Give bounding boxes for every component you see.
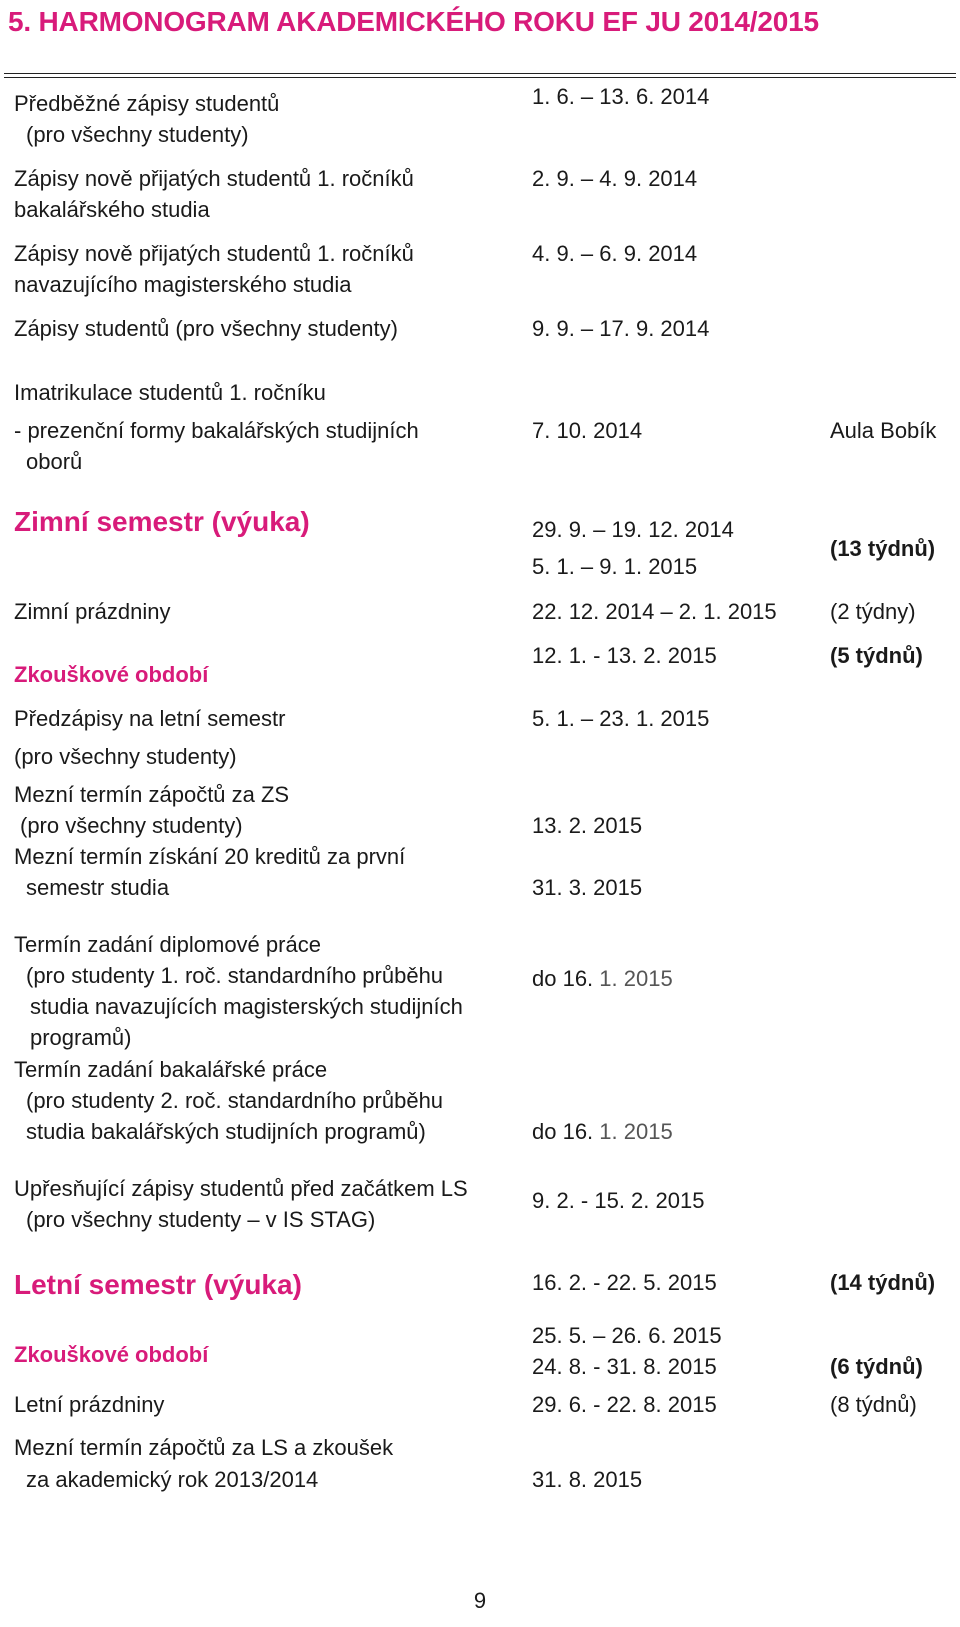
event-date: 31. 8. 2015: [532, 1467, 643, 1492]
event-label: Zimní prázdniny: [14, 599, 171, 624]
event-note: (14 týdnů): [830, 1270, 936, 1295]
event-date: 5. 1. – 23. 1. 2015: [532, 706, 710, 731]
event-label: Imatrikulace studentů 1. ročníku: [14, 380, 326, 405]
event-note: (6 týdnů): [830, 1354, 923, 1379]
event-date: 24. 8. - 31. 8. 2015: [532, 1354, 717, 1379]
exam-period-heading: Zkouškové období: [14, 1342, 209, 1367]
event-date: [532, 1116, 673, 1148]
event-date: 9. 2. - 15. 2. 2015: [532, 1188, 705, 1213]
event-date: 29. 9. – 19. 12. 2014: [532, 517, 734, 542]
event-date: 12. 1. - 13. 2. 2015: [532, 643, 717, 668]
event-label: Termín zadání bakalářské práce: [14, 1057, 328, 1082]
semester-heading: Zimní semestr (výuka): [14, 506, 310, 537]
event-label-sub: studia bakalářských studijních programů): [26, 1119, 426, 1144]
event-date: 31. 3. 2015: [532, 875, 643, 900]
event-date: 13. 2. 2015: [532, 813, 643, 838]
event-label: Zápisy studentů (pro všechny studenty): [14, 316, 398, 341]
event-date-part: 1. 2015: [599, 1119, 673, 1144]
event-date: 22. 12. 2014 – 2. 1. 2015: [532, 599, 777, 624]
event-note: (13 týdnů): [830, 536, 936, 561]
semester-heading: Letní semestr (výuka): [14, 1269, 302, 1300]
event-label: Předzápisy na letní semestr: [14, 706, 286, 731]
event-label: Letní prázdniny: [14, 1392, 165, 1417]
event-label-sub: (pro studenty 1. roč. standardního průběhu: [26, 963, 444, 988]
event-label-sub: navazujícího magisterského studia: [14, 272, 352, 297]
page-number: 9: [473, 1588, 487, 1613]
event-label-sub: studia navazujících magisterských studijních: [30, 994, 463, 1019]
event-label: Mezní termín zápočtů za ZS: [14, 782, 290, 807]
event-label-sub: (pro všechny studenty): [20, 813, 243, 838]
event-label: Zápisy nově přijatých studentů 1. ročníků: [14, 241, 414, 266]
event-date-part: 1. 2015: [599, 966, 673, 991]
event-date: 29. 6. - 22. 8. 2015: [532, 1392, 717, 1417]
event-note: (5 týdnů): [830, 643, 923, 668]
event-label: Termín zadání diplomové práce: [14, 932, 321, 957]
event-date: 1. 6. – 13. 6. 2014: [532, 84, 710, 109]
event-label-sub: bakalářského studia: [14, 197, 210, 222]
event-date-part: do 16.: [532, 1119, 594, 1144]
event-date: 7. 10. 2014: [532, 418, 643, 443]
event-date: [532, 963, 673, 995]
page-title: 5. HARMONOGRAM AKADEMICKÉHO ROKU EF JU 2014/2015: [8, 6, 819, 37]
event-label: Mezní termín zápočtů za LS a zkoušek: [14, 1435, 394, 1460]
event-label-sub: oborů: [26, 449, 83, 474]
event-label-sub: - prezenční formy bakalářských studijních: [14, 418, 419, 443]
event-label-sub: (pro všechny studenty): [14, 744, 237, 769]
event-label: Zápisy nově přijatých studentů 1. ročníků: [14, 166, 414, 191]
event-label-sub: (pro všechny studenty – v IS STAG): [26, 1207, 376, 1232]
event-label-sub: (pro studenty 2. roč. standardního průběhu: [26, 1088, 444, 1113]
event-note: (8 týdnů): [830, 1392, 917, 1417]
exam-period-heading: Zkouškové období: [14, 662, 209, 687]
event-label-sub: semestr studia: [26, 875, 170, 900]
event-label-sub: programů): [30, 1025, 132, 1050]
event-date: 5. 1. – 9. 1. 2015: [532, 554, 698, 579]
event-date: 9. 9. – 17. 9. 2014: [532, 316, 710, 341]
event-note: Aula Bobík: [830, 418, 937, 443]
event-date-part: do 16.: [532, 966, 594, 991]
event-date: 2. 9. – 4. 9. 2014: [532, 166, 698, 191]
event-label: Mezní termín získání 20 kreditů za první: [14, 844, 406, 869]
title-rule-top: [4, 73, 956, 74]
event-label-sub: (pro všechny studenty): [26, 122, 249, 147]
event-label-sub: za akademický rok 2013/2014: [26, 1467, 319, 1492]
event-date: 16. 2. - 22. 5. 2015: [532, 1270, 717, 1295]
event-label: Upřesňující zápisy studentů před začátkem LS: [14, 1176, 468, 1201]
event-label: Předběžné zápisy studentů: [14, 91, 280, 116]
event-note: (2 týdny): [830, 599, 916, 624]
title-rule-bottom: [4, 77, 956, 78]
event-date: 25. 5. – 26. 6. 2015: [532, 1323, 722, 1348]
event-date: 4. 9. – 6. 9. 2014: [532, 241, 698, 266]
